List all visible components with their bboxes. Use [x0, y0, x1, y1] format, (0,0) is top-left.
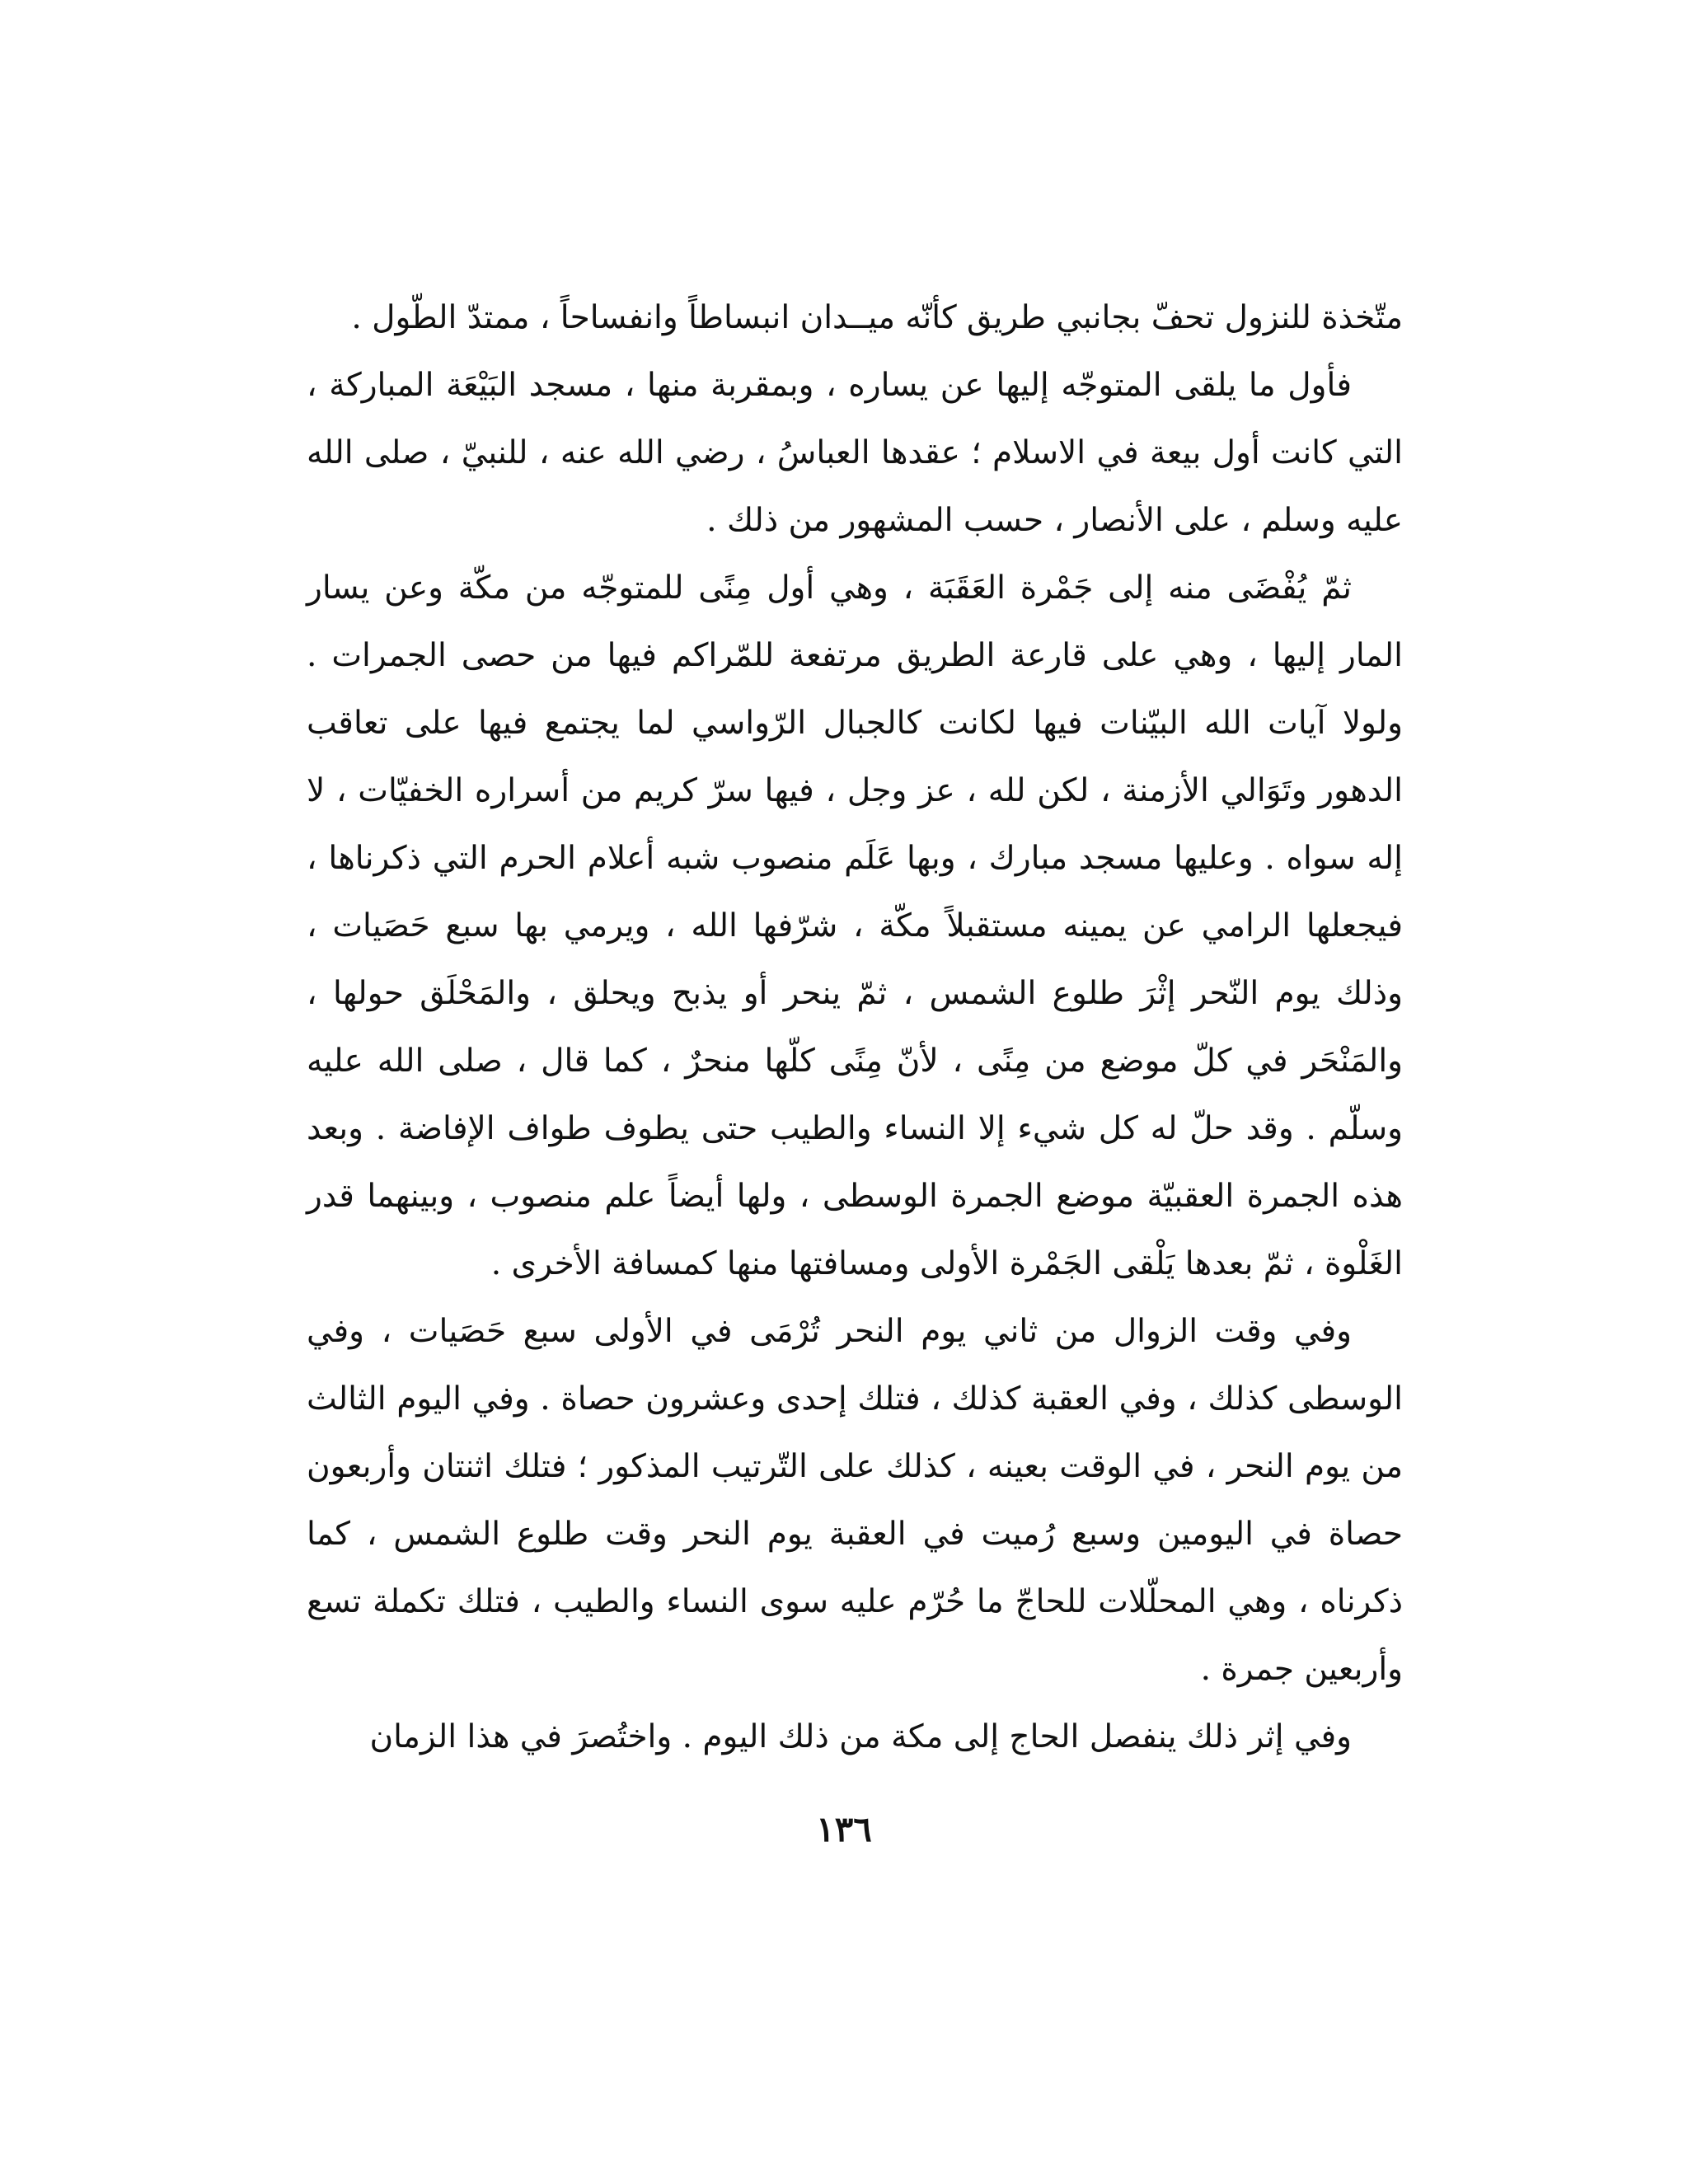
paragraph-4: وفي وقت الزوال من ثاني يوم النحر تُرْمَى في الأولى سبع حَصَيات ، وفي الوسطى كذلك ، وفي العقبة كذلك ، فتلك إحدى وعشرون حصاة . وفي اليوم الثالث من يوم النحر ، في الوقت بعينه ، كذلك على التّرتيب المذكور ؛ فتلك اثنتان وأربعون حصاة في اليومين وسبع رُميت في العقبة يوم النحر وقت طلوع الشمس ، كما ذكرناه ، وهي المحلّلات للحاجّ ما حُرّم عليه سوى النساء والطيب ، فتلك تكملة تسع وأربعين جمرة .: [307, 1313, 1403, 1688]
body-text: [307, 284, 1403, 1771]
paragraph-5: وفي إثر ذلك ينفصل الحاج إلى مكة من ذلك اليوم . واختُصرَ في هذا الزمان: [369, 1718, 1352, 1755]
paragraph-3: ثمّ يُفْضَى منه إلى جَمْرة العَقَبَة ، وهي أول مِنًى للمتوجّه من مكّة وعن يسار المار إليها ، وهي على قارعة الطريق مرتفعة للمّراكم فيها من حصى الجمرات . ولولا آيات الله البيّنات فيها لكانت كالجبال الرّواسي لما يجتمع فيها على تعاقب الدهور وتَوَالي الأزمنة ، لكن لله ، عز وجل ، فيها سرّ كريم من أسراره الخفيّات ، لا إله سواه . وعليها مسجد مبارك ، وبها عَلَم منصوب شبه أعلام الحرم التي ذكرناها ، فيجعلها الرامي عن يمينه مستقبلاً مكّة ، شرّفها الله ، ويرمي بها سبع حَصَيات ، وذلك يوم النّحر إثْرَ طلوع الشمس ، ثمّ ينحر أو يذبح ويحلق ، والمَحْلَق حولها ، والمَنْحَر في كلّ موضع من مِنًى ، لأنّ مِنًى كلّها منحرٌ ، كما قال ، صلى الله عليه وسلّم . وقد حلّ له كل شيء إلا النساء والطيب حتى يطوف طواف الإفاضة . وبعد هذه الجمرة العقبيّة موضع الجمرة الوسطى ، ولها أيضاً علم منصوب ، وبينهما قدر الغَلْوة ، ثمّ بعدها يَلْقى الجَمْرة الأولى ومسافتها منها كمسافة الأخرى .: [307, 569, 1403, 1282]
paragraph-2: فأول ما يلقى المتوجّه إليها عن يساره ، وبمقربة منها ، مسجد البَيْعَة المباركة ، التي كانت أول بيعة في الاسلام ؛ عقدها العباسُ ، رضي الله عنه ، للنبيّ ، صلى الله عليه وسلم ، على الأنصار ، حسب المشهور من ذلك .: [307, 367, 1403, 539]
page-number: ١٣٦: [816, 1809, 872, 1849]
paragraph-1: متّخذة للنزول تحفّ بجانبي طريق كأنّه ميــدان انبساطاً وانفساحاً ، ممتدّ الطّول .: [351, 299, 1403, 336]
